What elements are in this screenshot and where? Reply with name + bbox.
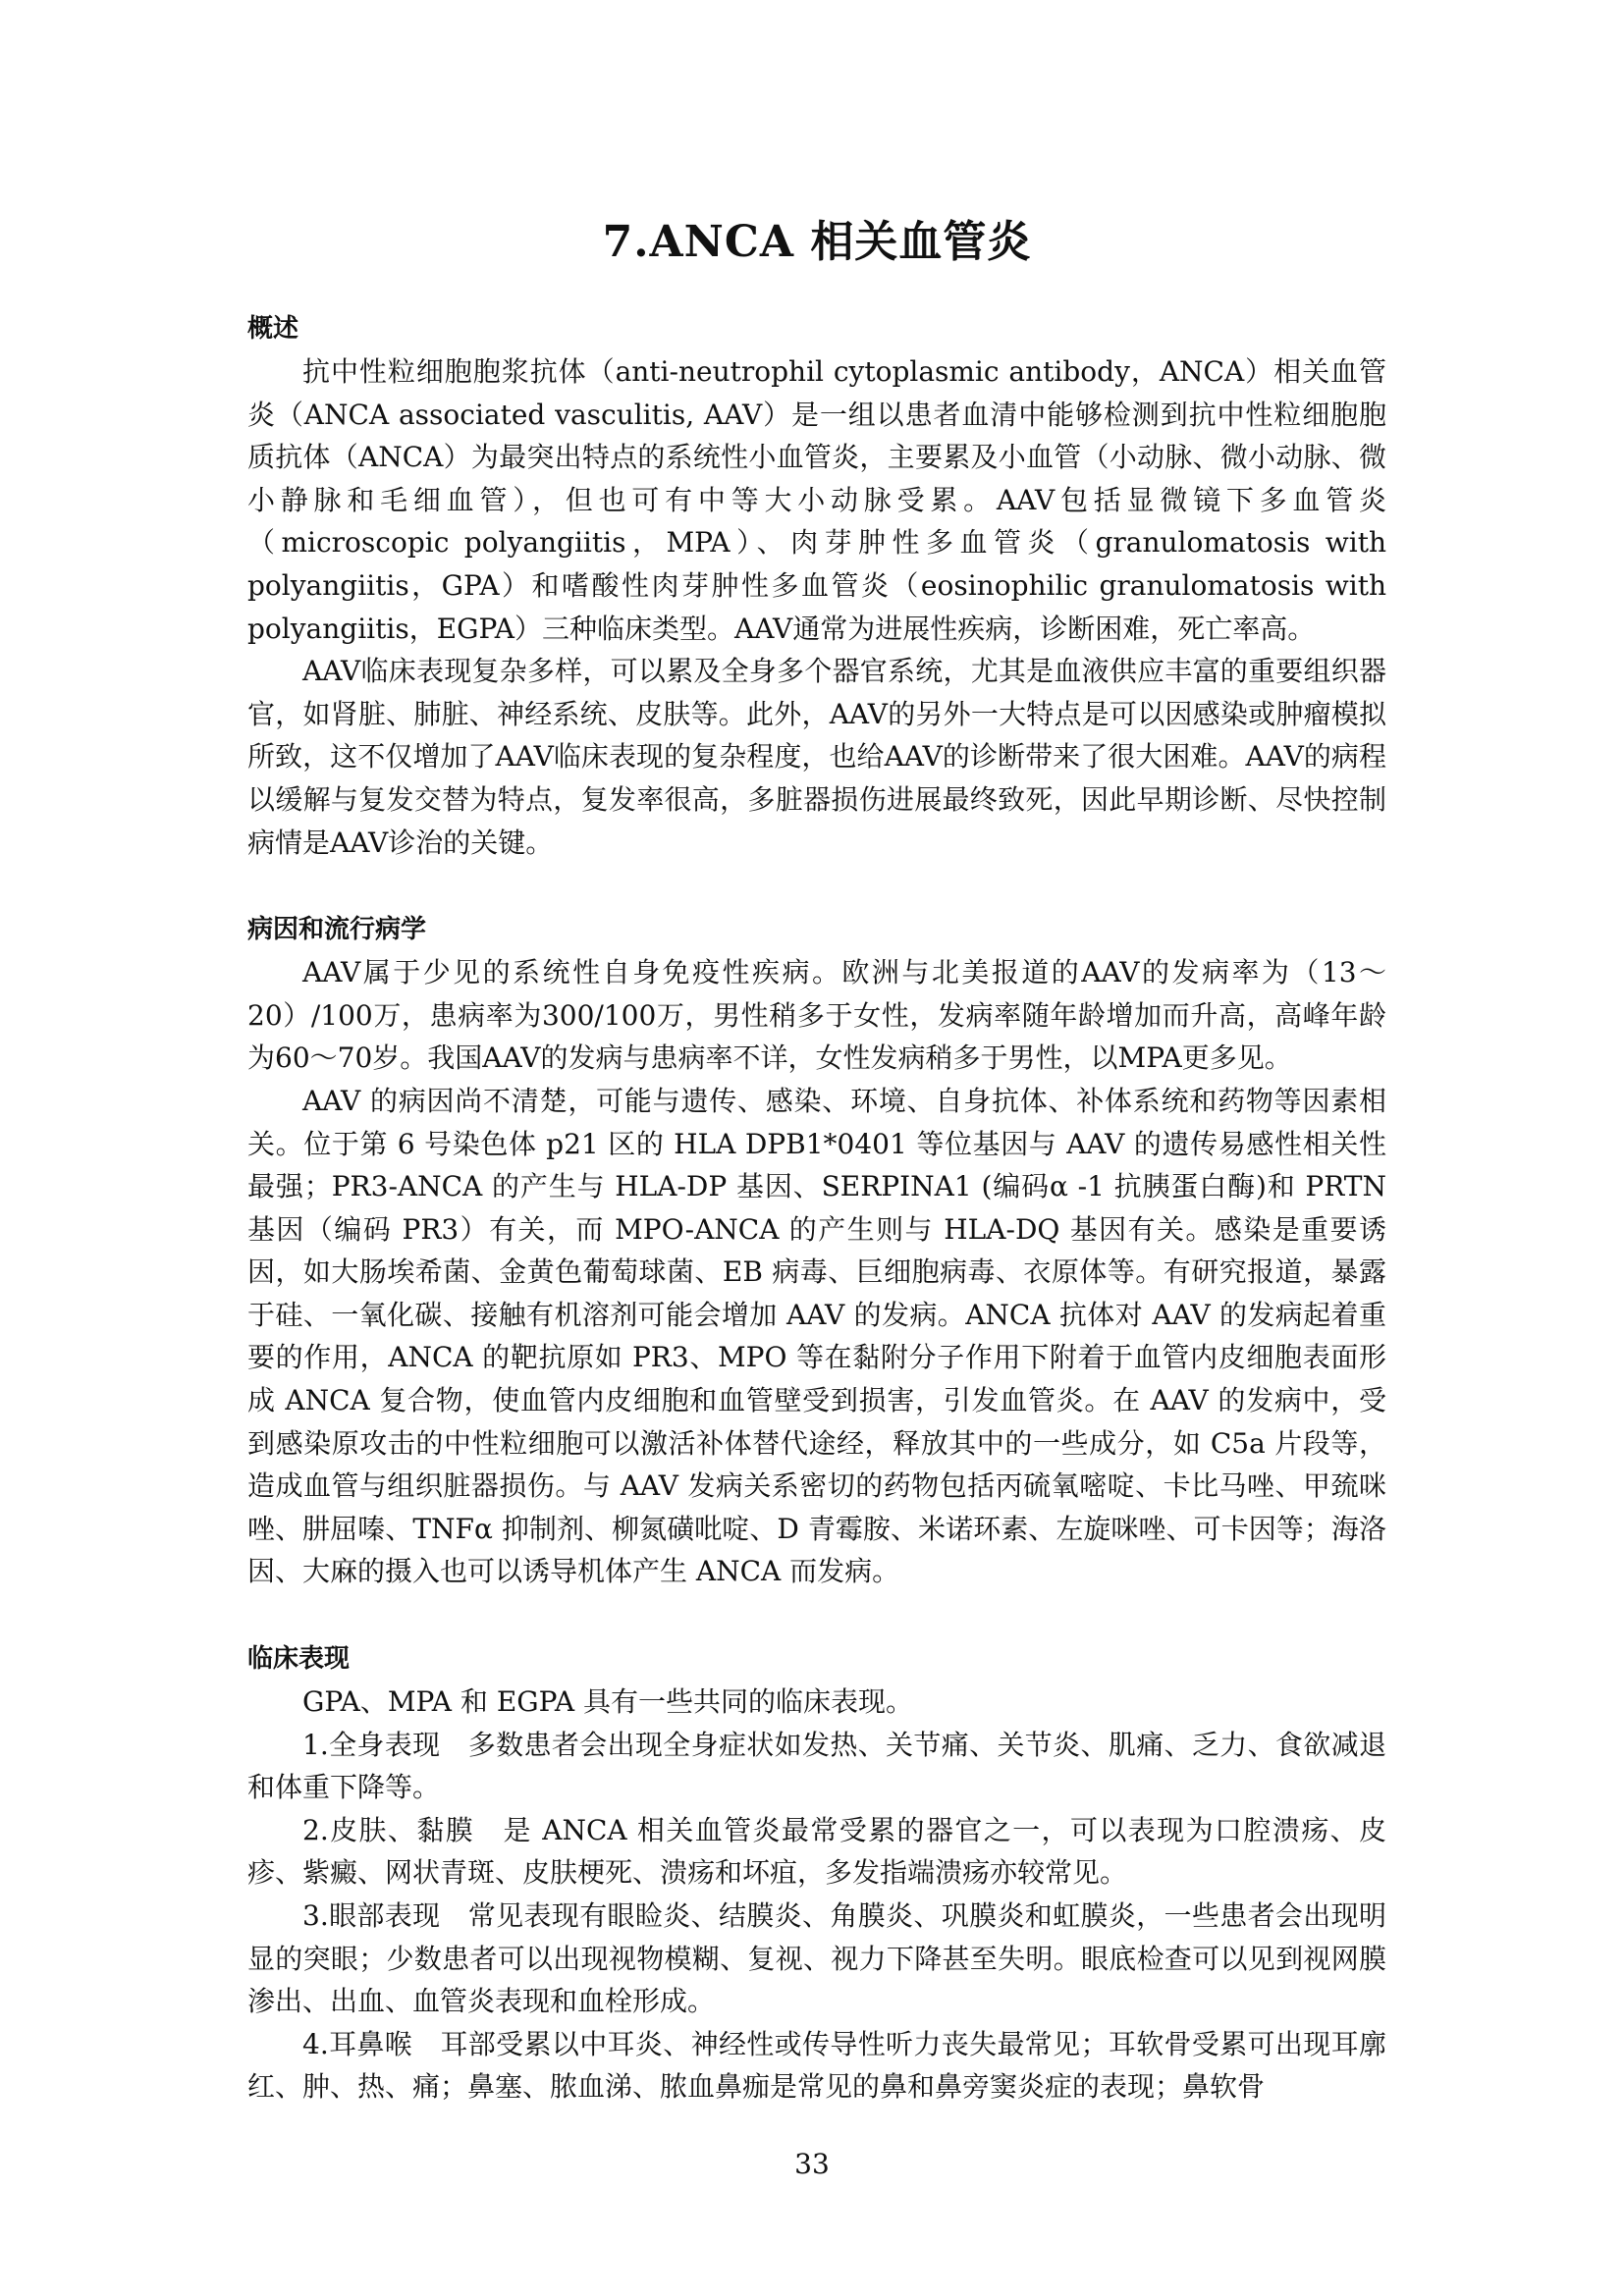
section-heading: 临床表现	[247, 1644, 351, 1675]
paragraph: 3.眼部表现 常见表现有眼睑炎、结膜炎、角膜炎、巩膜炎和虹膜炎，一些患者会出现明显的突眼；少数患者可以出现视物模糊、复视、视力下降甚至失明。眼底检查可以见到视网膜渗出、出血、血管炎表现和血栓形成。	[247, 1899, 1386, 2018]
paragraph: 4.耳鼻喉 耳部受累以中耳炎、神经性或传导性听力丧失最常见；耳软骨受累可出现耳廓红、肿、热、痛；鼻塞、脓血涕、脓血鼻痂是常见的鼻和鼻旁窦炎症的表现；鼻软骨	[247, 2027, 1386, 2104]
document-page	[247, 206, 1386, 2154]
paragraph: AAV属于少见的系统性自身免疫性疾病。欧洲与北美报道的AAV的发病率为（13～20）/100万，患病率为300/100万，男性稍多于女性，发病率随年龄增加而升高，高峰年龄为60～70岁。我国AAV的发病与患病率不详，女性发病稍多于男性，以MPA更多见。	[247, 956, 1386, 1075]
section-heading: 概述	[247, 314, 299, 344]
paragraph: 2.皮肤、黏膜 是 ANCA 相关血管炎最常受累的器官之一，可以表现为口腔溃疡、皮疹、紫癜、网状青斑、皮肤梗死、溃疡和坏疽，多发指端溃疡亦较常见。	[247, 1813, 1386, 1890]
paragraph: AAV临床表现复杂多样，可以累及全身多个器官系统，尤其是血液供应丰富的重要组织器官，如肾脏、肺脏、神经系统、皮肤等。此外，AAV的另外一大特点是可以因感染或肿瘤模拟所致，这不仅增加了AAV临床表现的复杂程度，也给AAV的诊断带来了很大困难。AAV的病程以缓解与复发交替为特点，复发率很高，多脏器损伤进展最终致死，因此早期诊断、尽快控制病情是AAV诊治的关键。	[247, 655, 1386, 859]
section-etiology	[247, 909, 1386, 1593]
page-number: 33	[794, 2148, 830, 2180]
section-heading: 病因和流行病学	[247, 915, 427, 945]
paragraph: AAV 的病因尚不清楚，可能与遗传、感染、环境、自身抗体、补体系统和药物等因素相关。位于第 6 号染色体 p21 区的 HLA DPB1*0401 等位基因与 AAV 的遗传易感性相关性最强；PR3-ANCA 的产生与 HLA-DP 基因、SERPINA1 (编码α -1 抗胰蛋白酶)和 PRTN 基因（编码 PR3）有关，而 MPO-ANCA 的产生则与 HLA-DQ 基因有关。感染是重要诱因，如大肠埃希菌、金黄色葡萄球菌、EB 病毒、巨细胞病毒、衣原体等。有研究报道，暴露于硅、一氧化碳、接触有机溶剂可能会增加 AAV 的发病。ANCA 抗体对 AAV 的发病起着重要的作用，ANCA 的靶抗原如 PR3、MPO 等在黏附分子作用下附着于血管内皮细胞表面形成 ANCA 复合物，使血管内皮细胞和血管壁受到损害，引发血管炎。在 AAV 的发病中，受到感染原攻击的中性粒细胞可以激活补体替代途经，释放其中的一些成分，如 C5a 片段等，造成血管与组织脏器损伤。与 AAV 发病关系密切的药物包括丙硫氧嘧啶、卡比马唑、甲巯咪唑、肼屈嗪、TNFα 抑制剂、柳氮磺吡啶、D 青霉胺、米诺环素、左旋咪唑、可卡因等；海洛因、大麻的摄入也可以诱导机体产生 ANCA 而发病。	[247, 1084, 1386, 1588]
paragraph: GPA、MPA 和 EGPA 具有一些共同的临床表现。	[302, 1685, 914, 1719]
paragraph: 抗中性粒细胞胞浆抗体（anti-neutrophil cytoplasmic antibody，ANCA）相关血管炎（ANCA associated vasculitis, AAV）是一组以患者血清中能够检测到抗中性粒细胞胞质抗体（ANCA）为最突出特点的系统性小血管炎，主要累及小血管（小动脉、微小动脉、微小静脉和毛细血管），但也可有中等大小动脉受累。AAV包括显微镜下多血管炎（microscopic polyangiitis，MPA）、肉芽肿性多血管炎（granulomatosis with polyangiitis，GPA）和嗜酸性肉芽肿性多血管炎（eosinophilic granulomatosis with polyangiitis，EGPA）三种临床类型。AAV通常为进展性疾病，诊断困难，死亡率高。	[247, 355, 1386, 645]
section-clinical	[247, 1638, 1386, 2109]
paragraph: 1.全身表现 多数患者会出现全身症状如发热、关节痛、关节炎、肌痛、乏力、食欲减退和体重下降等。	[247, 1728, 1386, 1804]
section-overview	[247, 308, 1386, 864]
page-title: 7.ANCA 相关血管炎	[602, 217, 1032, 267]
